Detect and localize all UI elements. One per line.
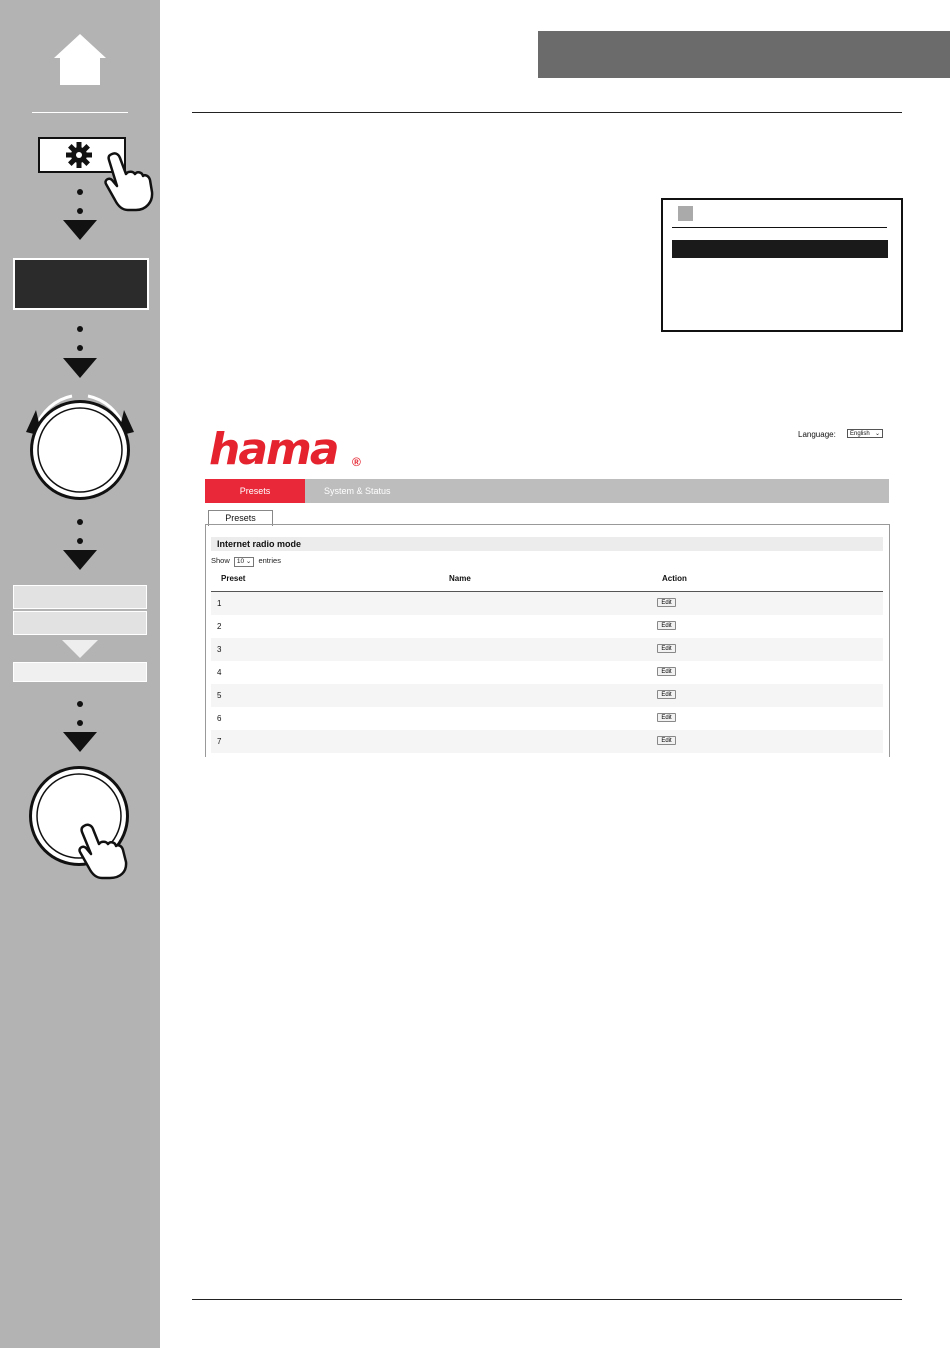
gear-icon <box>64 140 94 170</box>
preset-number: 4 <box>217 668 222 677</box>
tab-presets[interactable]: Presets <box>205 479 305 503</box>
presets-panel <box>205 524 890 757</box>
menu-item-selected[interactable] <box>13 258 149 310</box>
step-dot <box>77 208 83 214</box>
entries-select-value: 10 <box>236 558 245 565</box>
preset-number: 6 <box>217 714 222 723</box>
edit-button[interactable]: Edit <box>657 736 676 745</box>
top-rule <box>192 112 902 113</box>
step-dot <box>77 519 83 525</box>
tab-system-status[interactable]: System & Status <box>324 486 391 496</box>
table-row <box>211 615 883 638</box>
entries-select[interactable]: 10 ⌄ <box>234 557 255 567</box>
arrow-down-icon <box>63 550 97 572</box>
column-header-preset[interactable]: Preset <box>221 574 246 583</box>
preset-number: 1 <box>217 599 222 608</box>
lcd-highlight-row <box>672 240 888 258</box>
edit-button[interactable]: Edit <box>657 644 676 653</box>
step-dot <box>77 701 83 707</box>
rotary-knob-icon[interactable] <box>22 388 138 504</box>
step-dot <box>77 326 83 332</box>
registered-mark: ® <box>352 455 361 469</box>
lcd-display <box>661 198 903 332</box>
lcd-divider <box>672 227 887 228</box>
table-row <box>211 730 883 753</box>
step-dot <box>77 720 83 726</box>
step-dot <box>77 189 83 195</box>
menu-item[interactable] <box>13 611 147 635</box>
arrow-down-icon <box>63 732 97 754</box>
edit-button[interactable]: Edit <box>657 621 676 630</box>
tap-hand-icon <box>100 150 154 214</box>
edit-button[interactable]: Edit <box>657 667 676 676</box>
step-dot <box>77 538 83 544</box>
language-label: Language: <box>798 430 836 439</box>
step-dot <box>77 345 83 351</box>
home-icon[interactable] <box>52 32 108 88</box>
instruction-sidebar <box>0 0 160 1348</box>
sidebar-divider <box>32 112 128 113</box>
arrow-down-light-icon <box>62 640 98 659</box>
preset-number: 2 <box>217 622 222 631</box>
bottom-rule <box>192 1299 902 1300</box>
entries-label: entries <box>258 556 281 565</box>
table-row <box>211 661 883 684</box>
web-interface-screenshot <box>205 420 891 758</box>
chevron-down-icon: ⌄ <box>874 431 880 437</box>
menu-item[interactable] <box>13 585 147 609</box>
panel-title: Internet radio mode <box>211 537 883 551</box>
lcd-status-square <box>678 206 693 221</box>
menu-item[interactable] <box>13 662 147 682</box>
header-bar <box>538 31 950 78</box>
arrow-down-icon <box>63 220 97 242</box>
table-row <box>211 707 883 730</box>
preset-number: 5 <box>217 691 222 700</box>
column-header-action: Action <box>662 574 687 583</box>
table-row <box>211 638 883 661</box>
column-header-name[interactable]: Name <box>449 574 471 583</box>
hama-logo: hama <box>209 424 338 475</box>
edit-button[interactable]: Edit <box>657 713 676 722</box>
entries-control <box>211 555 281 567</box>
arrow-down-icon <box>63 358 97 380</box>
preset-number: 7 <box>217 737 222 746</box>
presets-subtab[interactable]: Presets <box>208 510 273 526</box>
tap-hand-icon <box>76 820 134 880</box>
show-label: Show <box>211 556 230 565</box>
language-select-value: English <box>850 431 870 437</box>
table-row <box>211 684 883 707</box>
preset-number: 3 <box>217 645 222 654</box>
language-select[interactable] <box>847 429 883 438</box>
table-row <box>211 592 883 615</box>
nav-bar <box>205 479 889 503</box>
edit-button[interactable]: Edit <box>657 598 676 607</box>
edit-button[interactable]: Edit <box>657 690 676 699</box>
